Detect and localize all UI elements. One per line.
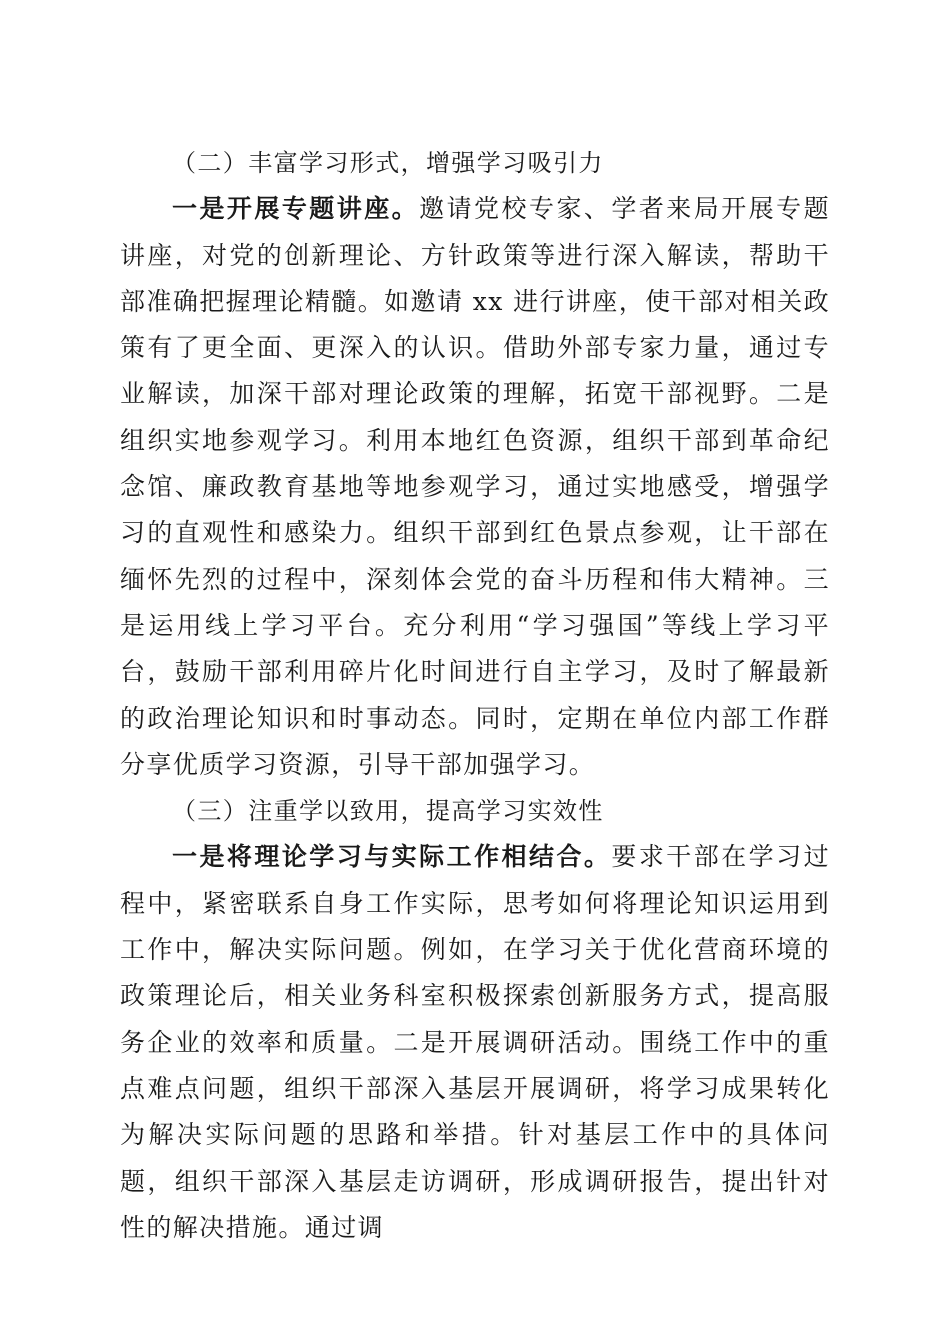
document-body: [120, 140, 830, 1251]
paragraph-lead-3: 一是将理论学习与实际工作相结合。: [172, 842, 612, 872]
paragraph-lead-2: 一是开展专题讲座。: [172, 194, 420, 224]
section-heading-3: （三）注重学以致用，提高学习实效性: [172, 797, 604, 826]
section-paragraph-3: [120, 834, 830, 1251]
paragraph-text-3: 要求干部在学习过程中，紧密联系自身工作实际，思考如何将理论知识运用到工作中，解决实际问题。例如，在学习关于优化营商环境的政策理论后，相关业务科室积极探索创新服务方式，提高服务企业的效率和质量。二是开展调研活动。围绕工作中的重点难点问题，组织干部深入基层开展调研，将学习成果转化为解决实际问题的思路和举措。针对基层工作中的具体问题，组织干部深入基层走访调研，形成调研报告，提出针对性的解决措施。通过调: [120, 842, 830, 1242]
section-heading-2: （二）丰富学习形式，增强学习吸引力: [172, 149, 604, 177]
section-paragraph-2: [120, 186, 830, 788]
paragraph-text-2: 邀请党校专家、学者来局开展专题讲座，对党的创新理论、方针政策等进行深入解读，帮助干部准确把握理论精髓。如邀请 xx 进行讲座，使干部对相关政策有了更全面、更深入的认识。借助外部专家力量，通过专业解读，加深干部对理论政策的理解，拓宽干部视野。二是组织实地参观学习。利用本地红色资源，组织干部到革命纪念馆、廉政教育基地等地参观学习，通过实地感受，增强学习的直观性和感染力。组织干部到红色景点参观，让干部在缅怀先烈的过程中，深刻体会党的奋斗历程和伟大精神。三是运用线上学习平台。充分利用“学习强国”等线上学习平台，鼓励干部利用碎片化时间进行自主学习，及时了解最新的政治理论知识和时事动态。同时，定期在单位内部工作群分享优质学习资源，引导干部加强学习。: [120, 194, 830, 779]
